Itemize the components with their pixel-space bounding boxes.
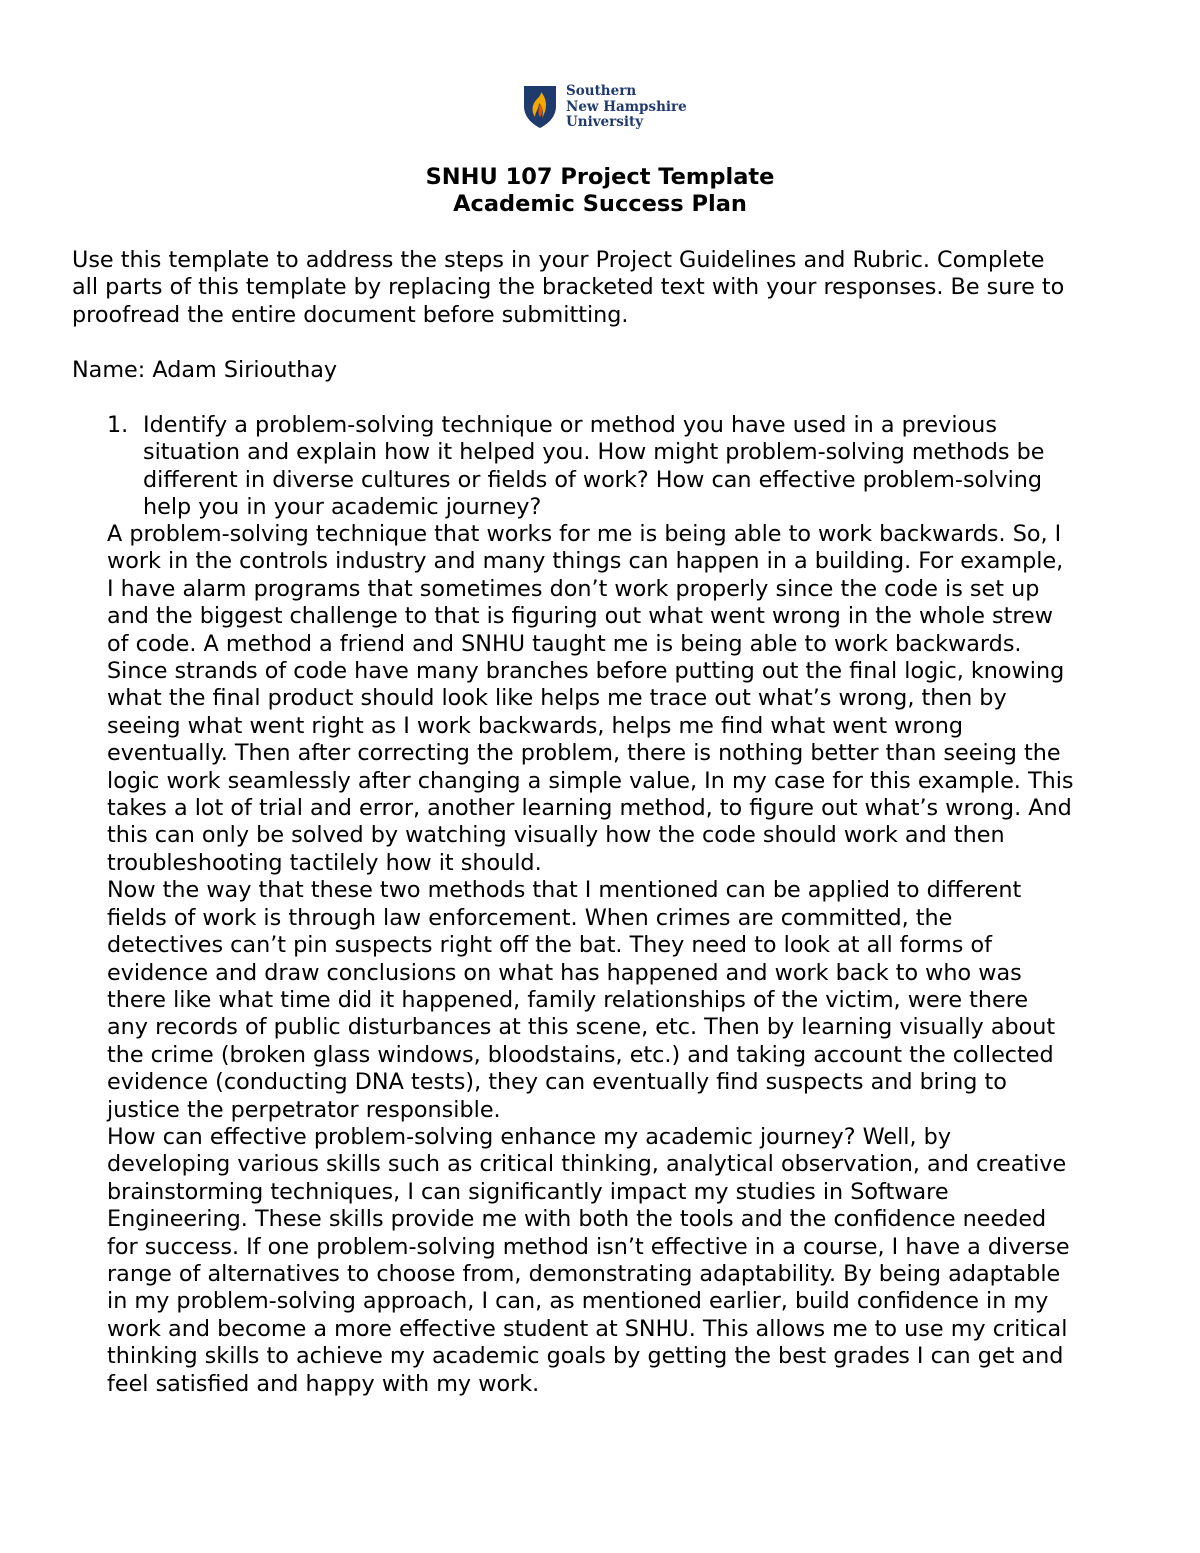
answer-line: brainstorming techniques, I can significantly impact my studies in Software	[107, 1178, 949, 1205]
answer-line: of code. A method a friend and SNHU taught me is being able to work backwards.	[107, 630, 1022, 657]
answer-line: evidence (conducting DNA tests), they can eventually find suspects and bring to	[107, 1069, 1007, 1096]
document-title: SNHU 107 Project Template	[425, 164, 775, 190]
answer-text	[107, 521, 1167, 1398]
shield-flame-icon	[522, 84, 558, 130]
answer-line: the crime (broken glass windows, bloodstains, etc.) and taking account the collected	[107, 1041, 1054, 1068]
answer-line: in my problem-solving approach, I can, as mentioned earlier, build confidence in my	[107, 1288, 1049, 1315]
answer-line: for success. If one problem-solving method isn’t effective in a course, I have a diverse	[107, 1233, 1070, 1260]
answer-line: A problem-solving technique that works for me is being able to work backwards. So, I	[107, 521, 1062, 547]
intro-line: all parts of this template by replacing the bracketed text with your responses. Be sure to	[72, 274, 1065, 301]
logo-line-1: Southern	[566, 83, 637, 99]
intro-line: Use this template to address the steps in your Project Guidelines and Rubric. Complete	[72, 247, 1045, 273]
answer-line: logic work seamlessly after changing a simple value, In my case for this example. This	[107, 767, 1074, 794]
answer-line: there like what time did it happened, family relationships of the victim, were there	[107, 986, 1029, 1013]
question-line: help you in your academic journey?	[143, 494, 542, 521]
question-line: situation and explain how it helped you. How might problem-solving methods be	[143, 439, 1045, 466]
logo-wordmark	[566, 84, 687, 131]
answer-line: Engineering. These skills provide me with both the tools and the confidence needed	[107, 1206, 1047, 1233]
intro-line: proofread the entire document before submitting.	[72, 301, 629, 328]
logo-line-2: New Hampshire	[566, 98, 687, 115]
question-line: different in diverse cultures or fields of work? How can effective problem-solving	[143, 466, 1043, 493]
answer-line: work in the controls industry and many things can happen in a building. For example,	[107, 548, 1064, 575]
answer-line: takes a lot of trial and error, another learning method, to figure out what’s wrong. And	[107, 795, 1072, 822]
answer-line: eventually. Then after correcting the problem, there is nothing better than seeing the	[107, 740, 1061, 767]
intro-paragraph	[72, 247, 1132, 329]
answer-line: seeing what went right as I work backwards, helps me find what went wrong	[107, 712, 964, 739]
answer-line: and the biggest challenge to that is figuring out what went wrong in the whole strew	[107, 603, 1053, 630]
question-line: Identify a problem-solving technique or method you have used in a previous	[143, 412, 997, 438]
question-text	[143, 412, 1045, 522]
answer-line: any records of public disturbances at this scene, etc. Then by learning visually about	[107, 1014, 1056, 1041]
answer-line: what the final product should look like helps me trace out what’s wrong, then by	[107, 685, 1007, 712]
answer-line: thinking skills to achieve my academic goals by getting the best grades I can get and	[107, 1343, 1064, 1370]
question-number: 1.	[107, 412, 129, 438]
answer-line: developing various skills such as critical thinking, analytical observation, and creative	[107, 1151, 1067, 1178]
answer-line: detectives can’t pin suspects right off the bat. They need to look at all forms of	[107, 932, 992, 959]
answer-line: feel satisfied and happy with my work.	[107, 1370, 540, 1397]
answer-line: justice the perpetrator responsible.	[107, 1096, 501, 1123]
answer-line: How can effective problem-solving enhance my academic journey? Well, by	[107, 1123, 952, 1150]
answer-line: this can only be solved by watching visually how the code should work and then	[107, 822, 1005, 849]
document-title-block	[0, 164, 1200, 218]
answer-line: evidence and draw conclusions on what has happened and work back to who was	[107, 959, 1022, 986]
answer-line: troubleshooting tactilely how it should.	[107, 849, 542, 876]
student-name-line: Name: Adam Siriouthay	[72, 357, 338, 383]
snhu-logo	[522, 84, 692, 134]
document-subtitle: Academic Success Plan	[453, 191, 747, 217]
logo-line-3: University	[566, 114, 644, 130]
answer-line: range of alternatives to choose from, demonstrating adaptability. By being adaptable	[107, 1260, 1061, 1287]
answer-line: I have alarm programs that sometimes don’t work properly since the code is set up	[107, 575, 1040, 602]
answer-line: fields of work is through law enforcement. When crimes are committed, the	[107, 904, 953, 931]
answer-line: Since strands of code have many branches before putting out the final logic, knowing	[107, 658, 1065, 685]
answer-line: work and become a more effective student at SNHU. This allows me to use my critical	[107, 1315, 1068, 1342]
answer-line: Now the way that these two methods that I mentioned can be applied to different	[107, 877, 1022, 904]
